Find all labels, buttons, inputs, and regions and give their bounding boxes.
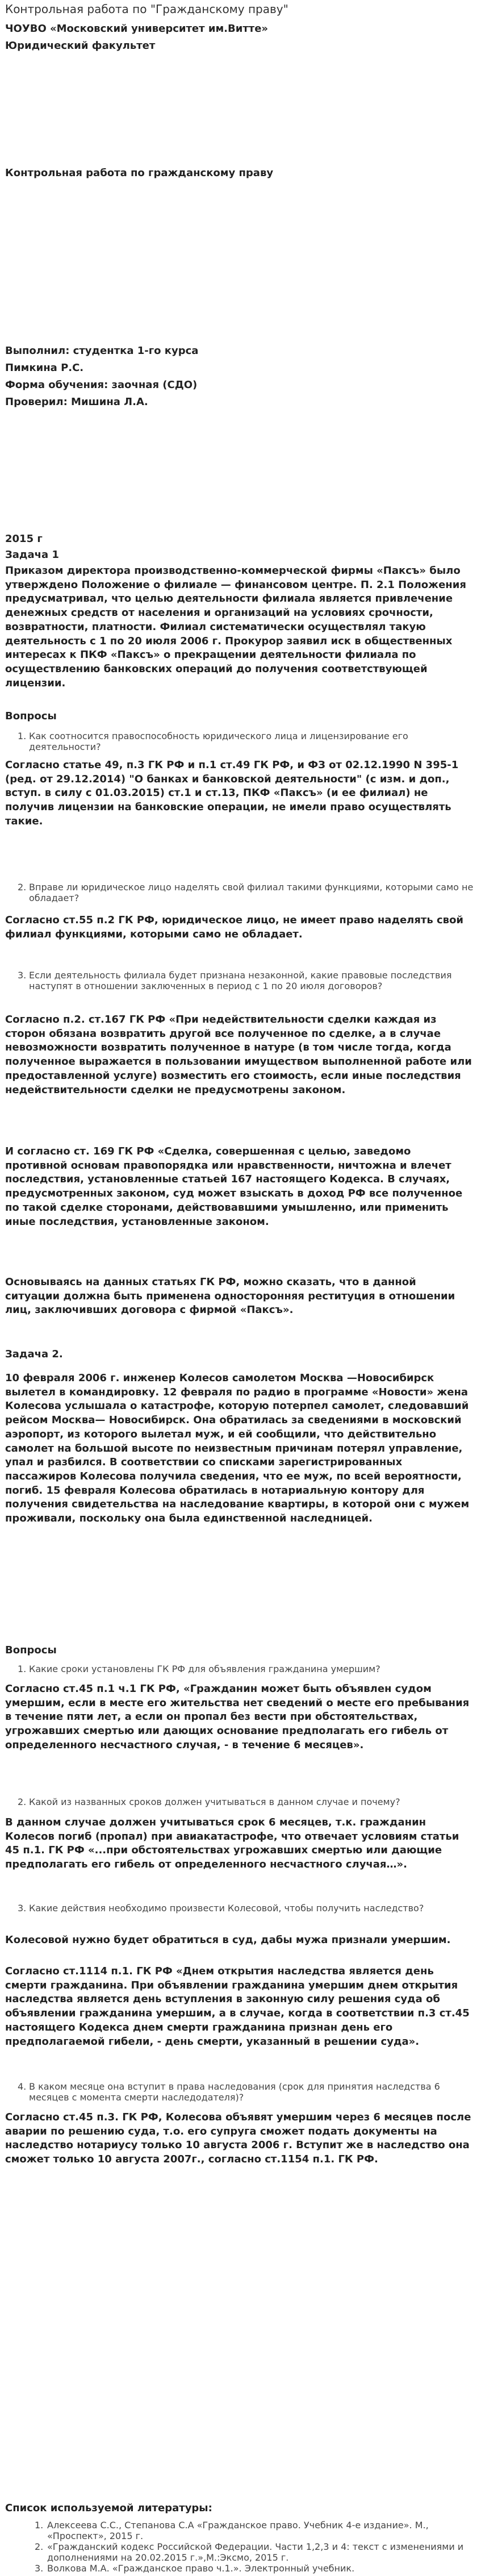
task2-text: 10 февраля 2006 г. инженер Колесов самолетом Москва —Новосибирск вылетел в командировку. 12 февраля по радио в программе «Новости» жена Колесова услышала о катастрофе, которую потерпел самолет, следовавший рейсом Москва— Новосибирск. Она обратилась за сведениями в московский аэропорт, из которого вылетал муж, и ей сообщили, что действительно самолет на большой высоте по неизвестным причинам потерял управление, упал и разбился. В соответствии со списками зарегистрированных пассажиров Колесова получила сведения, что ее муж, по всей вероятности, погиб. 15 февраля Колесова обратилась в нотариальную контору для получения свидетельства на наследование квартиры, в которой они с мужем проживали, поскольку она была единственной наследницей.: [5, 1372, 470, 1525]
task2-question-list: [5, 1664, 474, 1674]
task1-questions-label: Вопросы: [5, 710, 57, 722]
year: 2015 г: [5, 533, 43, 545]
study-form: Форма обучения: заочная (СДО): [5, 379, 198, 391]
reference-item: 1. Алексеева С.С., Степанова С.А «Гражданское право. Учебник 4-е издание». М., «Проспект», 2015 г.: [35, 2520, 429, 2541]
task1-question-1: 1. Как соотносится правоспособность юридического лица и лицензирование его деятельности?: [18, 731, 408, 752]
task1-answer-1: Согласно статье 49, п.3 ГК РФ и п.1 ст.49 ГК РФ, и ФЗ от 02.12.1990 N 395-1 (ред. от 29.12.2014) "О банках и банковской деятельности" (с изм. и доп., вступ. в силу с 01.03.2015) ст.1 и ст.13, ПКФ «Паксъ» (и ее филиал) не получив лицензии на банковские операции, не имели право осуществлять такие.: [5, 759, 459, 827]
task2-question-2: 2. Какой из названных сроков должен учитываться в данном случае и почему?: [18, 1796, 400, 1807]
document-title: Контрольная работа по "Гражданскому праву": [5, 2, 288, 16]
reference-item: 3. Волкова М.А. «Гражданское право ч.1.». Электронный учебник.: [35, 2563, 355, 2574]
task2-heading: Задача 2.: [5, 1348, 63, 1360]
reviewer-line: Проверил: Мишина Л.А.: [5, 396, 148, 408]
university-name: ЧОУВО «Московский университет им.Витте»: [5, 23, 269, 35]
task1-answer-3-p1: Согласно п.2. ст.167 ГК РФ «При недействительности сделки каждая из сторон обязана возвратить другой все полученное по сделке, а в случае невозможности возвратить полученное в натуре (в том числе тогда, когда полученное выражается в пользовании имуществом выполненной работе или предоставленной услуге) возместить его стоимость, если иные последствия недействительности сделки не предусмотрены законом.: [5, 1014, 472, 1096]
task2-answer-2: В данном случае должен учитываться срок 6 месяцев, т.к. гражданин Колесов погиб (пропал) при авиакатастрофе, что отвечает условиям статьи 45 п.1. ГК РФ «...при обстоятельствах угрожавших смертью или дающие предполагать его гибель от определенного несчастного случая…».: [5, 1816, 459, 1871]
work-title: Контрольная работа по гражданскому праву: [5, 167, 274, 179]
author-line: Выполнил: студентка 1-го курса: [5, 345, 199, 357]
task2-answer-3-p1: Колесовой нужно будет обратиться в суд, дабы мужа признали умершим.: [5, 1934, 451, 1946]
task2-question-4: 4. В каком месяце она вступит в права наследования (срок для принятия наследства 6 месяцев с момента смерти наследодателя)?: [18, 2081, 440, 2103]
task1-answer-2: Согласно ст.55 п.2 ГК РФ, юридическое лицо, не имеет право наделять свой филиал функциями, которыми само не обладает.: [5, 914, 464, 940]
task2-question-list: [5, 1796, 474, 1807]
faculty-name: Юридический факультет: [5, 40, 156, 52]
task1-answer-3-p2: И согласно ст. 169 ГК РФ «Сделка, совершенная с целью, заведомо противной основам правопорядка или нравственности, ничтожна и влечет последствия, установленные статьей 167 настоящего Кодекса. В случаях, предусмотренных законом, суд может взыскать в доход РФ все полученное по такой сделке сторонами, действовавшими умышленно, или применить иные последствия, установленные законом.: [5, 1145, 463, 1228]
task2-question-list: [5, 1903, 474, 1914]
task1-question-2: 2. Вправе ли юридическое лицо наделять свой филиал такими функциями, которыми само не обладает?: [18, 882, 474, 903]
task2-answer-3-p2: Согласно ст.1114 п.1. ГК РФ «Днем открытия наследства является день смерти гражданина. При объявлении гражданина умершим днем открытия наследства является день вступления в законную силу решения суда об объявлении гражданина умершим, а в случае, когда в соответствии п.3 ст.45 настоящего Кодекса днем смерти гражданина признан день его предполагаемой гибели, - день смерти, указанный в решении суда».: [5, 1965, 470, 2048]
references-list: [5, 2520, 474, 2574]
task1-question-list: [5, 882, 474, 903]
references-heading: Список используемой литературы:: [5, 2502, 212, 2514]
author-name: Пимкина Р.С.: [5, 362, 84, 374]
task1-heading: Задача 1: [5, 549, 59, 561]
task2-question-list: [5, 2081, 474, 2103]
task1-question-list: [5, 731, 474, 752]
task2-question-1: 1. Какие сроки установлены ГК РФ для объявления гражданина умершим?: [18, 1664, 380, 1674]
task2-answer-4: Согласно ст.45 п.3. ГК РФ, Колесова объявят умершим через 6 месяцев после аварии по решению суда, т.о. его супруга сможет подать документы на наследство нотариусу только 10 августа 2006 г. Вступит же в наследство она сможет только 10 августа 2007г., согласно ст.1154 п.1. ГК РФ.: [5, 2111, 471, 2166]
task2-question-3: 3. Какие действия необходимо произвести Колесовой, чтобы получить наследство?: [18, 1903, 424, 1914]
task1-answer-3-p3: Основываясь на данных статьях ГК РФ, можно сказать, что в данной ситуации должна быть применена односторонняя реституция в отношении лиц, заключивших договора с фирмой «Паксъ».: [5, 1276, 455, 1316]
task2-questions-label: Вопросы: [5, 1644, 57, 1656]
task2-answer-1: Согласно ст.45 п.1 ч.1 ГК РФ, «Гражданин может быть объявлен судом умершим, если в месте его жительства нет сведений о месте его пребывания в течение пяти лет, а если он пропал без вести при обстоятельствах, угрожавших смертью или дающих основание предполагать его гибель от определенного несчастного случая, - в течение 6 месяцев».: [5, 1683, 470, 1751]
task1-question-3: 3. Если деятельность филиала будет признана незаконной, какие правовые последствия наступят в отношении заключенных в период с 1 по 20 июля договоров?: [18, 970, 452, 991]
reference-item: 2. «Гражданский кодекс Российской Федерации. Части 1,2,3 и 4: текст с изменениями и дополнениями на 20.02.2015 г.»,М.:Эксмо, 2015 г.: [35, 2541, 464, 2563]
task1-text: Приказом директора производственно-коммерческой фирмы «Паксъ» было утверждено Положение о филиале — финансовом центре. П. 2.1 Положения предусматривал, что целью деятельности филиала является привлечение денежных средств от населения и организаций на условиях срочности, возвратности, платности. Филиал систематически осуществлял такую деятельность с 1 по 20 июля 2006 г. Прокурор заявил иск в общественных интересах к ПКФ «Паксъ» о прекращении деятельности филиала по осуществлению банковских операций до получения соответствующей лицензии.: [5, 565, 466, 689]
task1-question-list: [5, 970, 474, 991]
